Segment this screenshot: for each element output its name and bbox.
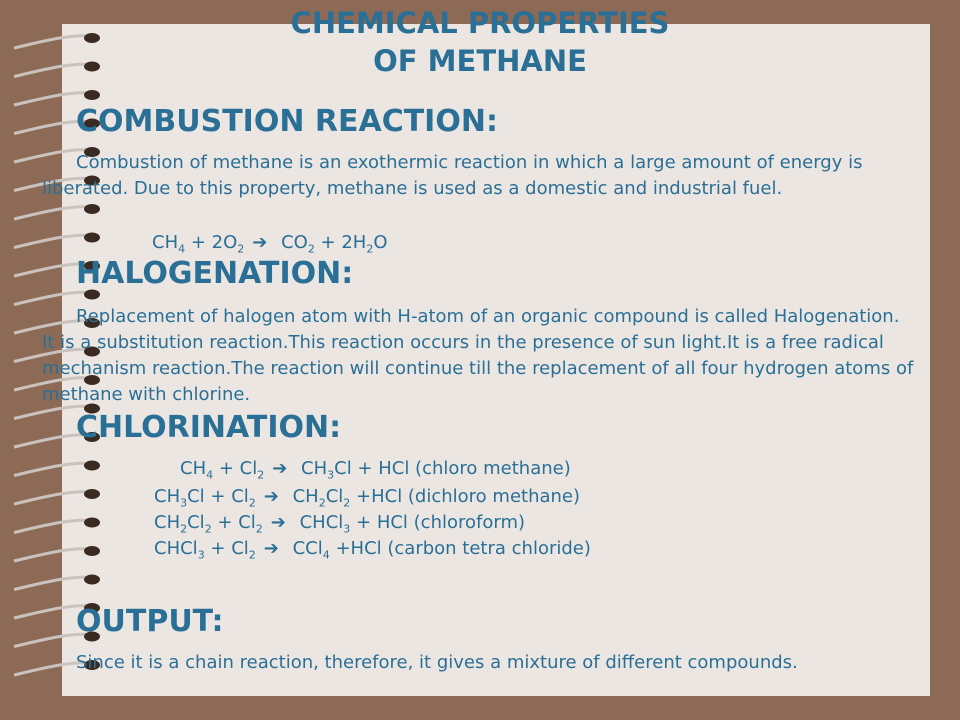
spiral-hole bbox=[84, 90, 100, 100]
halogenation-paragraph bbox=[42, 304, 914, 408]
spiral-ring bbox=[14, 292, 90, 304]
spiral-ring bbox=[14, 492, 90, 504]
combustion-paragraph bbox=[42, 150, 914, 202]
spiral-hole bbox=[84, 33, 100, 43]
spiral-hole bbox=[84, 290, 100, 300]
spiral-hole bbox=[84, 489, 100, 499]
page-title-line1: CHEMICAL PROPERTIES bbox=[290, 6, 670, 40]
spiral-ring bbox=[14, 463, 90, 475]
chlorination-equation-2: $CH_3Cl + Cl_2$ ➔ $CH_2Cl_2 +HCl$ (dichloro methane) bbox=[154, 486, 581, 510]
spiral-hole bbox=[84, 204, 100, 214]
chlorination-equation-1: $CH_4 + Cl_2$ ➔ $CH_3Cl$ + HCl (chloro methane) bbox=[180, 458, 571, 482]
halogenation-heading: HALOGENATION: bbox=[76, 256, 354, 291]
arrow-icon: ➔ bbox=[263, 486, 279, 507]
page-title-line2: OF METHANE bbox=[373, 44, 587, 78]
spiral-ring bbox=[14, 577, 90, 589]
arrow-icon: ➔ bbox=[252, 232, 268, 253]
combustion-equation: $CH_4 + 2O_2$ ➔ $CO_2 + 2H_2O$ bbox=[152, 232, 388, 256]
spiral-hole bbox=[84, 575, 100, 585]
spiral-hole bbox=[84, 518, 100, 528]
spiral-ring bbox=[14, 207, 90, 219]
arrow-icon: ➔ bbox=[270, 512, 286, 533]
spiral-hole bbox=[84, 233, 100, 243]
spiral-ring bbox=[14, 235, 90, 247]
spiral-ring bbox=[14, 520, 90, 532]
chlorination-heading: CHLORINATION: bbox=[76, 410, 342, 445]
output-heading: OUTPUT: bbox=[76, 604, 224, 639]
arrow-icon: ➔ bbox=[272, 458, 288, 479]
output-paragraph bbox=[42, 650, 882, 676]
spiral-hole bbox=[84, 461, 100, 471]
spiral-ring bbox=[14, 549, 90, 561]
output-text: Since it is a chain reaction, therefore, it gives a mixture of different compounds. bbox=[76, 652, 798, 673]
spiral-hole bbox=[84, 62, 100, 72]
arrow-icon: ➔ bbox=[263, 538, 279, 559]
halogenation-text: Replacement of halogen atom with H-atom of an organic compound is called Halogenation. It is a substitution reaction.This reaction occurs in the presence of sun light.It is a free radical mechanism reaction.The reaction will continue till the replacement of all four hydrogen atoms of methane with chlorine. bbox=[42, 306, 914, 405]
spiral-ring bbox=[14, 36, 90, 48]
combustion-text: Combustion of methane is an exothermic reaction in which a large amount of energy is liberated. Due to this property, methane is used as a domestic and industrial fuel. bbox=[42, 152, 863, 199]
combustion-heading: COMBUSTION REACTION: bbox=[76, 104, 498, 139]
chlorination-equation-3: $CH_2Cl_2 + Cl_2$ ➔ CHCl$_3$ + HCl (chloroform) bbox=[154, 512, 525, 536]
spiral-hole bbox=[84, 546, 100, 556]
chlorination-equation-4: CHCl$_3$ + $Cl_2$ ➔ CCl$_4$ +HCl (carbon tetra chloride) bbox=[154, 538, 591, 562]
spiral-ring bbox=[14, 64, 90, 76]
